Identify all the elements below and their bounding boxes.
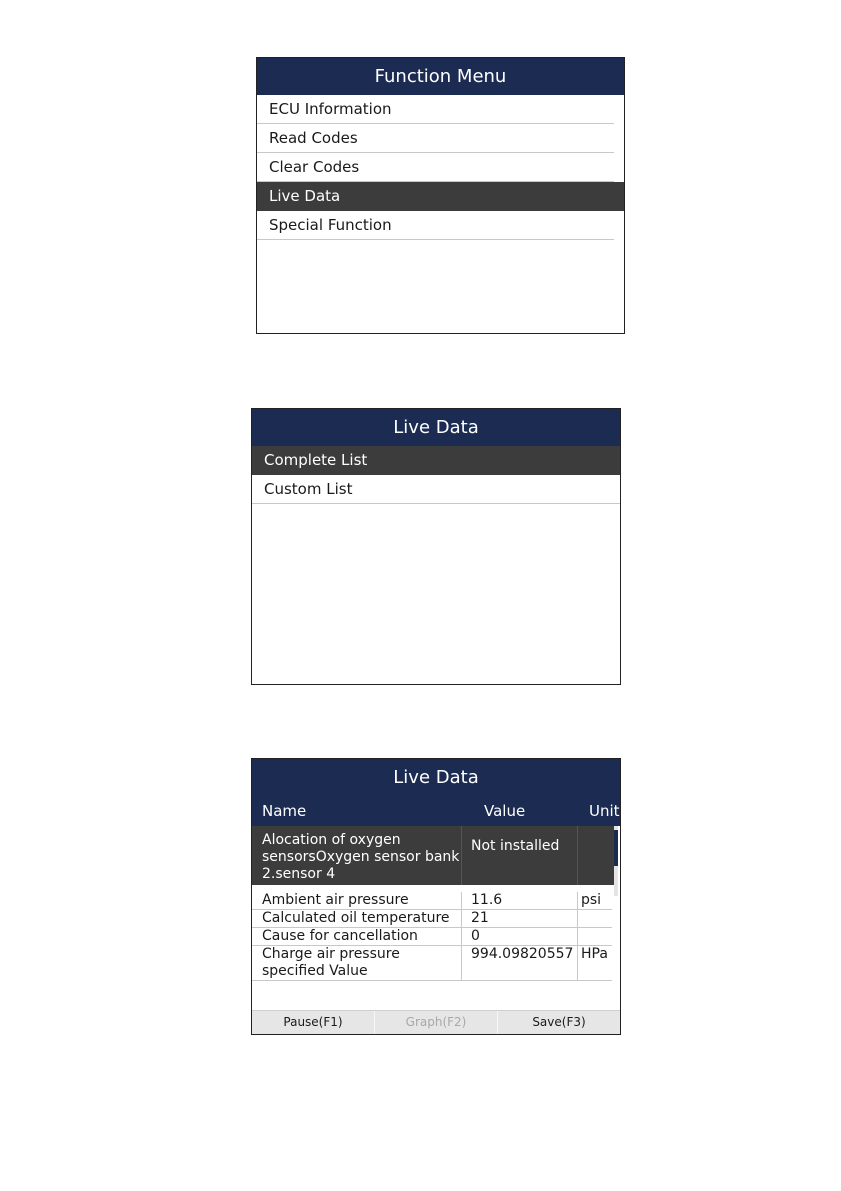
table-row[interactable] [252,826,614,892]
row-value: 994.09820557 [461,946,577,980]
menu-item-custom-list[interactable]: Custom List [252,475,620,504]
scrollbar-thumb[interactable] [614,830,618,866]
live-data-menu-title: Live Data [252,409,620,446]
table-row[interactable] [252,928,612,946]
row-value: 0 [461,928,577,945]
menu-item-clear-codes[interactable]: Clear Codes [257,153,614,182]
save-button[interactable]: Save(F3) [497,1011,620,1034]
menu-item-live-data[interactable]: Live Data [257,182,624,211]
table-header [252,796,620,826]
row-name: Calculated oil temperature [262,910,450,926]
column-header-name: Name [262,802,307,820]
function-menu-screen [256,57,625,334]
live-data-table-title: Live Data [252,759,620,796]
menu-item-complete-list[interactable]: Complete List [252,446,620,475]
menu-item-ecu-information[interactable]: ECU Information [257,95,614,124]
function-key-bar [252,1010,620,1034]
row-name: Alocation of oxygen sensorsOxygen sensor bank 2.sensor 4 [262,832,460,882]
pause-button[interactable]: Pause(F1) [283,1015,343,1029]
row-name: Cause for cancellation [262,928,418,944]
table-row[interactable] [252,946,612,981]
row-unit [577,928,612,945]
row-name: Charge air pressure specified Value [262,946,400,979]
table-row[interactable] [252,910,612,928]
column-header-value: Value [484,802,526,820]
row-value: 11.6 [461,892,577,909]
live-data-menu-screen [251,408,621,685]
row-unit [577,826,612,885]
graph-button[interactable]: Graph(F2) [374,1011,497,1034]
table-row[interactable] [252,892,612,910]
function-menu-title: Function Menu [257,58,624,95]
scrollbar[interactable] [614,826,618,896]
menu-item-special-function[interactable]: Special Function [257,211,614,240]
menu-item-read-codes[interactable]: Read Codes [257,124,614,153]
table-body[interactable] [252,826,620,1003]
row-unit: HPa [577,946,612,980]
row-value: Not installed [461,826,577,885]
row-name: Ambient air pressure [262,892,409,908]
row-unit [577,910,612,927]
live-data-table-screen [251,758,621,1035]
row-unit: psi [577,892,612,909]
column-header-unit: Unit [589,802,620,820]
row-value: 21 [461,910,577,927]
